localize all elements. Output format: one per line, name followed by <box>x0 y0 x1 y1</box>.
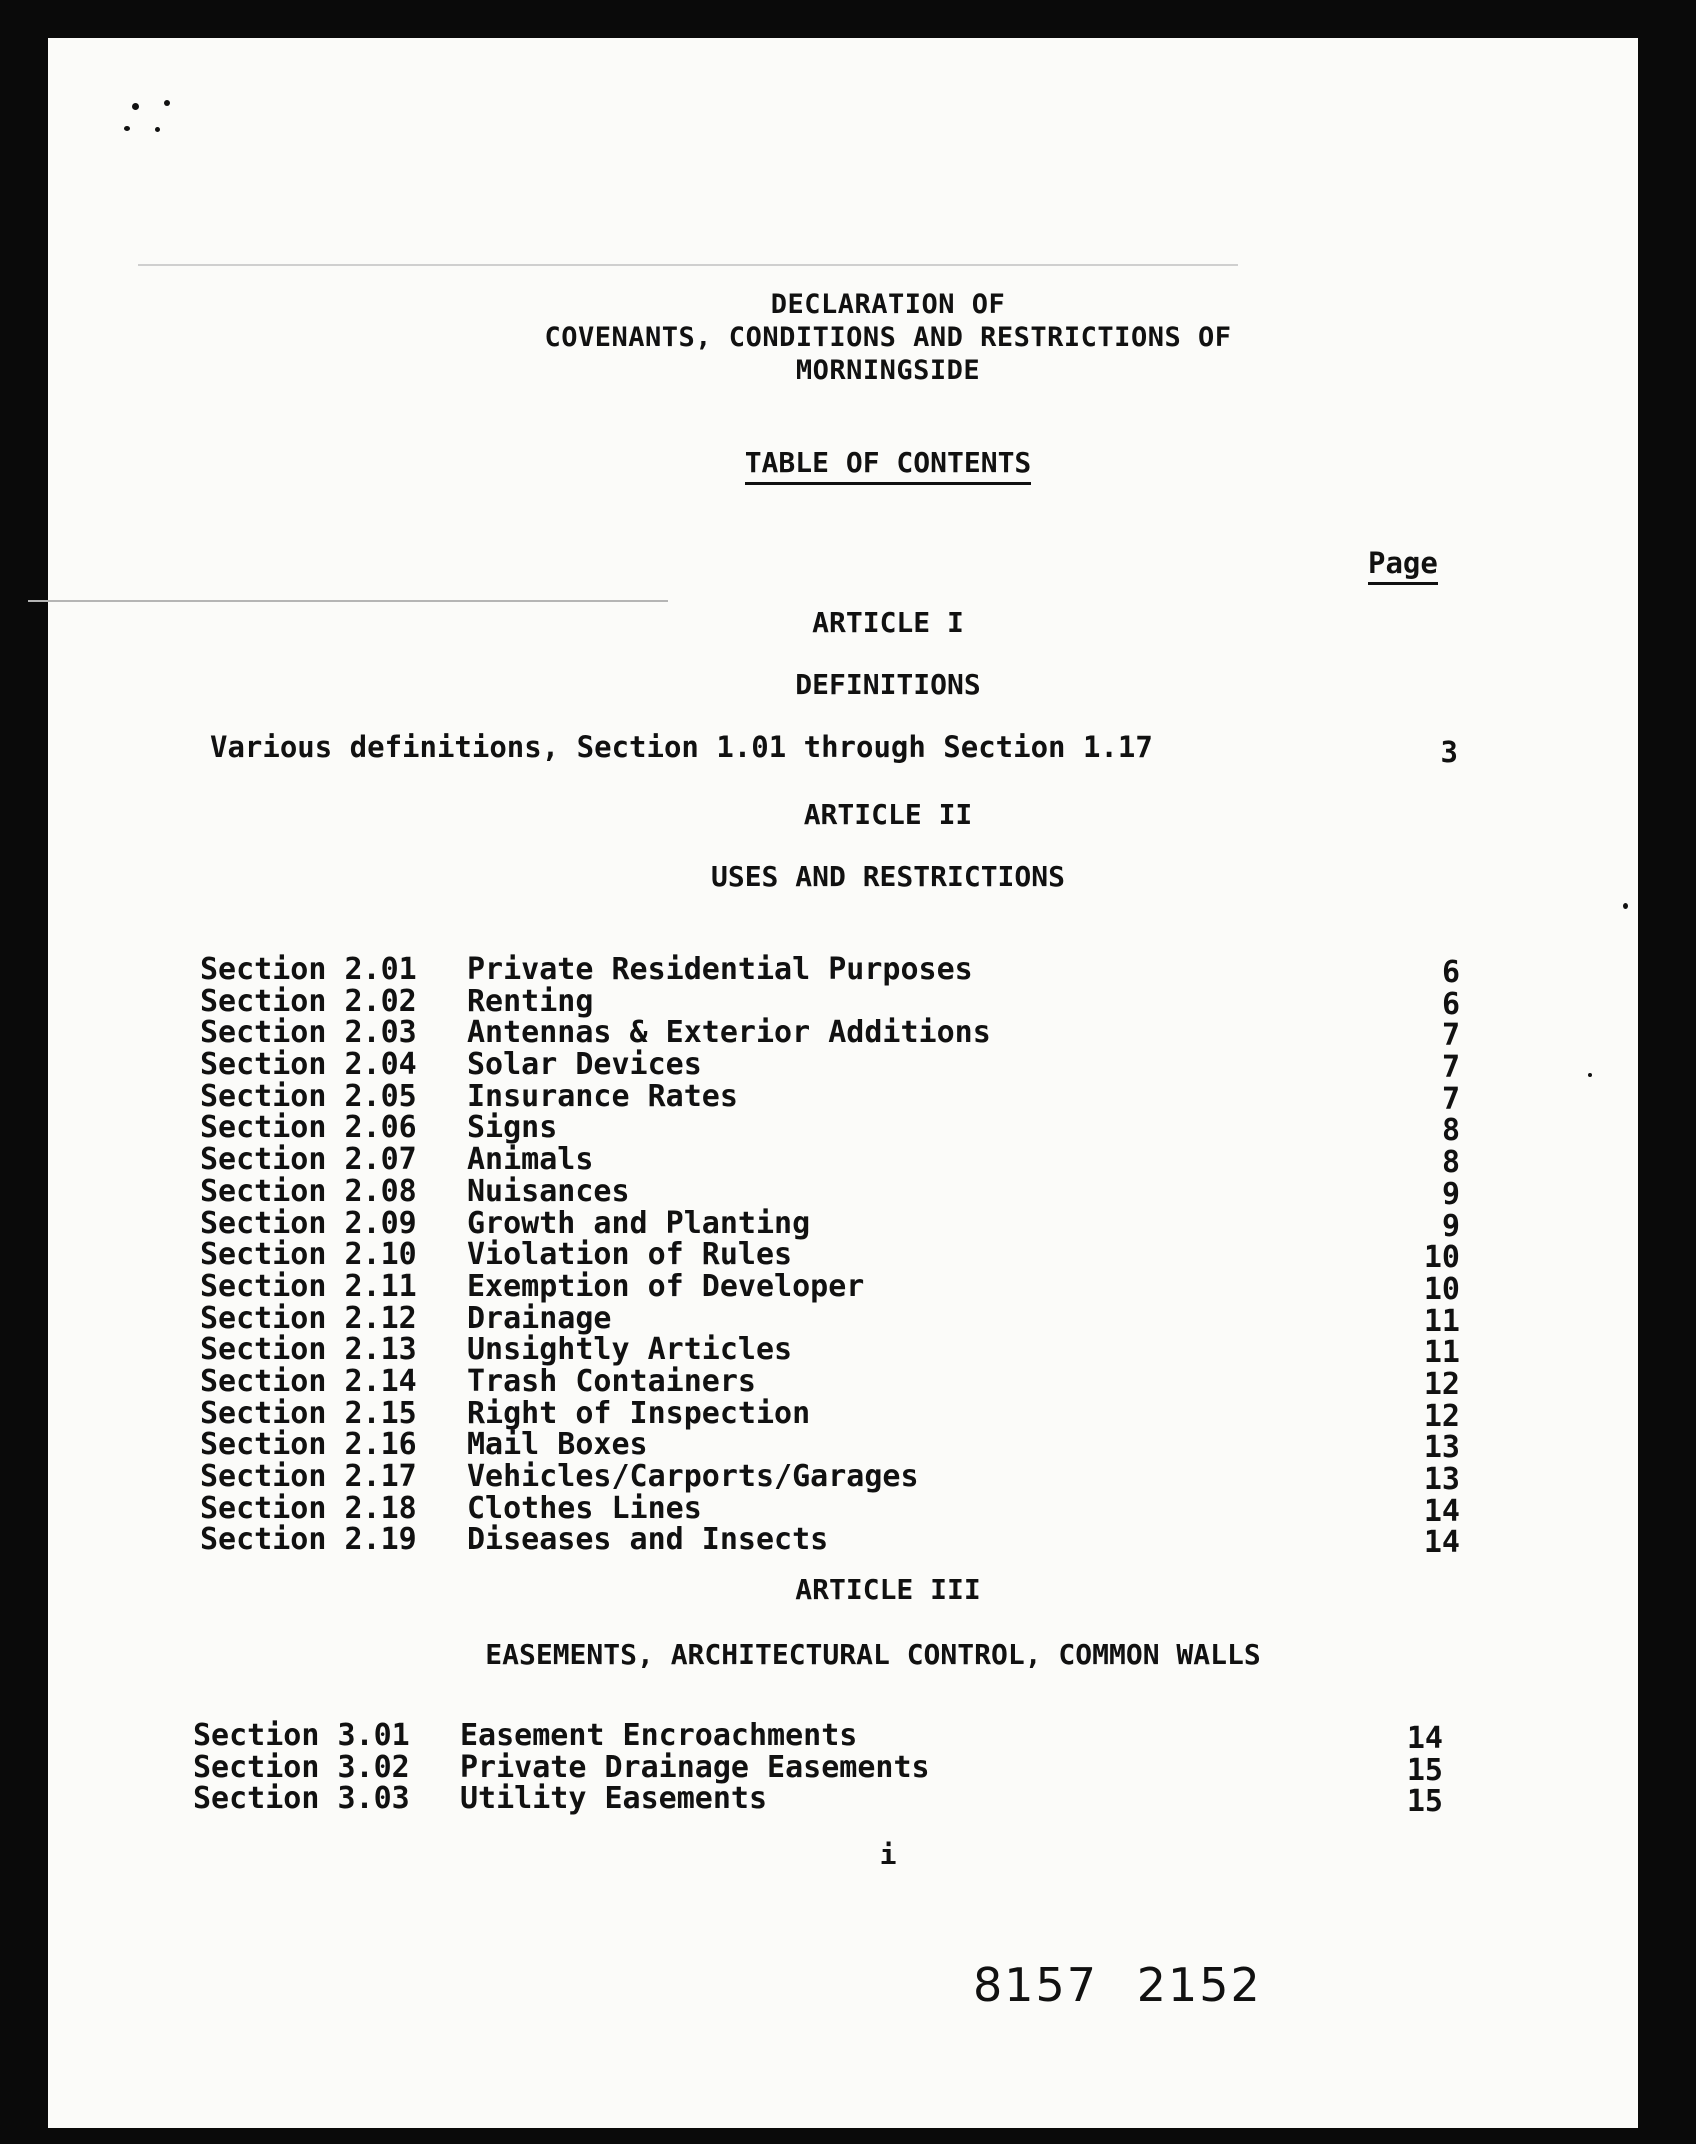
toc-entry-section: Section 2.17 <box>200 1459 417 1494</box>
toc-entry-section: Section 2.11 <box>200 1268 417 1304</box>
toc-entry-section: Section 2.06 <box>200 1110 417 1146</box>
toc-entry <box>200 1332 1460 1371</box>
toc-entry-page: 12 <box>1423 1398 1460 1434</box>
toc-entry-section: Section 2.09 <box>200 1205 417 1241</box>
toc-entry-section: Section 2.03 <box>200 1015 417 1051</box>
toc-entry-page: 11 <box>1423 1335 1460 1371</box>
toc-entry-title: Nuisances <box>467 1173 630 1209</box>
toc-entry-section: Section 3.03 <box>193 1781 410 1817</box>
toc-entry-section: Section 2.15 <box>200 1395 417 1431</box>
toc-heading-text: TABLE OF CONTENTS <box>745 446 1032 485</box>
toc-entry <box>193 1749 1443 1788</box>
toc-entry-title: Violation of Rules <box>467 1237 793 1273</box>
article-3-heading: ARTICLE III <box>795 1573 981 1606</box>
article-1-subheading: DEFINITIONS <box>795 668 981 701</box>
toc-entry-page: 9 <box>1441 1208 1460 1244</box>
toc-entry <box>200 1300 1460 1339</box>
toc-entry-title: Solar Devices <box>467 1047 702 1083</box>
toc-entry-title: Trash Containers <box>467 1363 756 1399</box>
toc-entry-page: 13 <box>1423 1430 1460 1466</box>
toc-entry-section: Section 2.01 <box>200 952 417 987</box>
toc-entry-title: Private Drainage Easements <box>460 1749 930 1785</box>
toc-entry-title: Insurance Rates <box>467 1078 738 1114</box>
toc-entry-page: 12 <box>1423 1366 1460 1402</box>
toc-entry <box>200 952 1460 990</box>
toc-entry-page: 6 <box>1441 986 1460 1022</box>
toc-entry-section: Section 2.13 <box>200 1332 417 1368</box>
toc-entry-page: 10 <box>1423 1240 1460 1276</box>
article-1-heading: ARTICLE I <box>812 606 964 639</box>
toc-entry-title: Mail Boxes <box>467 1427 648 1463</box>
toc-entry-title: Private Residential Purposes <box>467 952 973 987</box>
toc-entry-section: Section 2.12 <box>200 1300 417 1336</box>
toc-entry-section: Section 2.07 <box>200 1142 417 1178</box>
toc-entry <box>200 1142 1460 1181</box>
toc-entry-title: Drainage <box>467 1300 612 1336</box>
toc-entry-section: Section 2.18 <box>200 1490 417 1526</box>
toc-entry <box>200 1015 1460 1054</box>
toc-entry-section: Section 2.08 <box>200 1173 417 1209</box>
toc-entry-title: Antennas & Exterior Additions <box>467 1015 991 1051</box>
footer-page-number: i <box>879 1838 897 1871</box>
page-column-label-text: Page <box>1368 546 1438 585</box>
toc-entry <box>200 1268 1460 1307</box>
toc-entry <box>200 983 1460 1022</box>
toc-entry <box>200 1459 1460 1497</box>
toc-entry <box>200 1205 1460 1244</box>
toc-entry-section: Section 2.14 <box>200 1363 417 1399</box>
toc-entry-title: Right of Inspection <box>467 1395 811 1431</box>
scan-artifact-line <box>138 264 1238 266</box>
toc-entry-page: 11 <box>1423 1303 1460 1339</box>
toc-entry-title: Diseases and Insects <box>467 1522 829 1558</box>
document-page <box>48 38 1638 2128</box>
toc-entry-page: 7 <box>1441 1081 1460 1117</box>
toc-entry-title: Vehicles/Carports/Garages <box>467 1459 919 1494</box>
toc-heading <box>48 446 1638 479</box>
toc-entry-page: 14 <box>1423 1525 1460 1561</box>
toc-entry <box>200 1395 1460 1434</box>
scan-artifact-line <box>28 600 668 602</box>
toc-entry-section: Section 2.19 <box>200 1522 417 1558</box>
toc-entry-title: Utility Easements <box>460 1781 768 1817</box>
toc-entry-page: 8 <box>1441 1145 1460 1181</box>
toc-entry <box>200 1490 1460 1529</box>
toc-entry-section: Section 3.01 <box>193 1718 410 1753</box>
toc-entry-page: 6 <box>1441 955 1460 990</box>
toc-entry-page: 10 <box>1423 1271 1460 1307</box>
toc-entry-section: Section 2.04 <box>200 1047 417 1083</box>
toc-entry <box>200 1522 1460 1561</box>
toc-entry <box>200 1047 1460 1086</box>
toc-entry-page: 15 <box>1406 1784 1443 1820</box>
article-2-entries <box>200 952 1460 1561</box>
toc-entry-title: Signs <box>467 1110 558 1146</box>
article-2-subheading: USES AND RESTRICTIONS <box>710 860 1065 893</box>
toc-entry-section: Section 2.16 <box>200 1427 417 1463</box>
toc-entry-page: 7 <box>1441 1018 1460 1054</box>
toc-entry <box>200 1110 1460 1149</box>
toc-entry-section: Section 2.02 <box>200 983 417 1019</box>
article-2-heading: ARTICLE II <box>803 798 973 831</box>
toc-entry <box>200 1427 1460 1466</box>
title-line-3: MORNINGSIDE <box>795 355 981 386</box>
toc-entry-page: 13 <box>1423 1462 1460 1497</box>
toc-entry <box>193 1718 1443 1756</box>
toc-entry-title: Animals <box>467 1142 594 1178</box>
toc-entry-title: Growth and Planting <box>467 1205 811 1241</box>
toc-entry-page: 15 <box>1406 1752 1443 1788</box>
toc-entry-title: Clothes Lines <box>467 1490 702 1526</box>
page-column-label <box>1368 546 1438 580</box>
toc-entry-section: Section 3.02 <box>193 1749 410 1785</box>
toc-entry-section: Section 2.10 <box>200 1237 417 1273</box>
toc-entry-page: 14 <box>1423 1493 1460 1529</box>
toc-entry-title: Easement Encroachments <box>460 1718 858 1753</box>
article-3-subheading: EASEMENTS, ARCHITECTURAL CONTROL, COMMON WALLS <box>485 1638 1261 1671</box>
title-line-1: DECLARATION OF <box>770 289 1006 320</box>
toc-entry <box>200 1173 1460 1212</box>
toc-entry-page: 8 <box>1441 1113 1460 1149</box>
document-title <box>48 288 1638 387</box>
toc-entry-section: Section 2.05 <box>200 1078 417 1114</box>
toc-entry-title: Unsightly Articles <box>467 1332 793 1368</box>
toc-entry-page: 7 <box>1441 1050 1460 1086</box>
toc-entry-page: 14 <box>1406 1721 1443 1756</box>
toc-entry <box>193 1781 1443 1820</box>
toc-entry-page: 9 <box>1441 1176 1460 1212</box>
article-1-entry-page: 3 <box>1440 735 1458 769</box>
toc-entry <box>200 1237 1460 1276</box>
title-line-2: COVENANTS, CONDITIONS AND RESTRICTIONS OF <box>544 322 1232 353</box>
article-3-entries <box>193 1718 1443 1820</box>
toc-entry-title: Renting <box>467 983 594 1019</box>
article-1-entry: Various definitions, Section 1.01 through Section 1.17 <box>210 730 1153 764</box>
toc-entry-title: Exemption of Developer <box>467 1268 865 1304</box>
document-id: 8157 2152 <box>973 1958 1262 2012</box>
toc-entry <box>200 1363 1460 1402</box>
toc-entry <box>200 1078 1460 1117</box>
